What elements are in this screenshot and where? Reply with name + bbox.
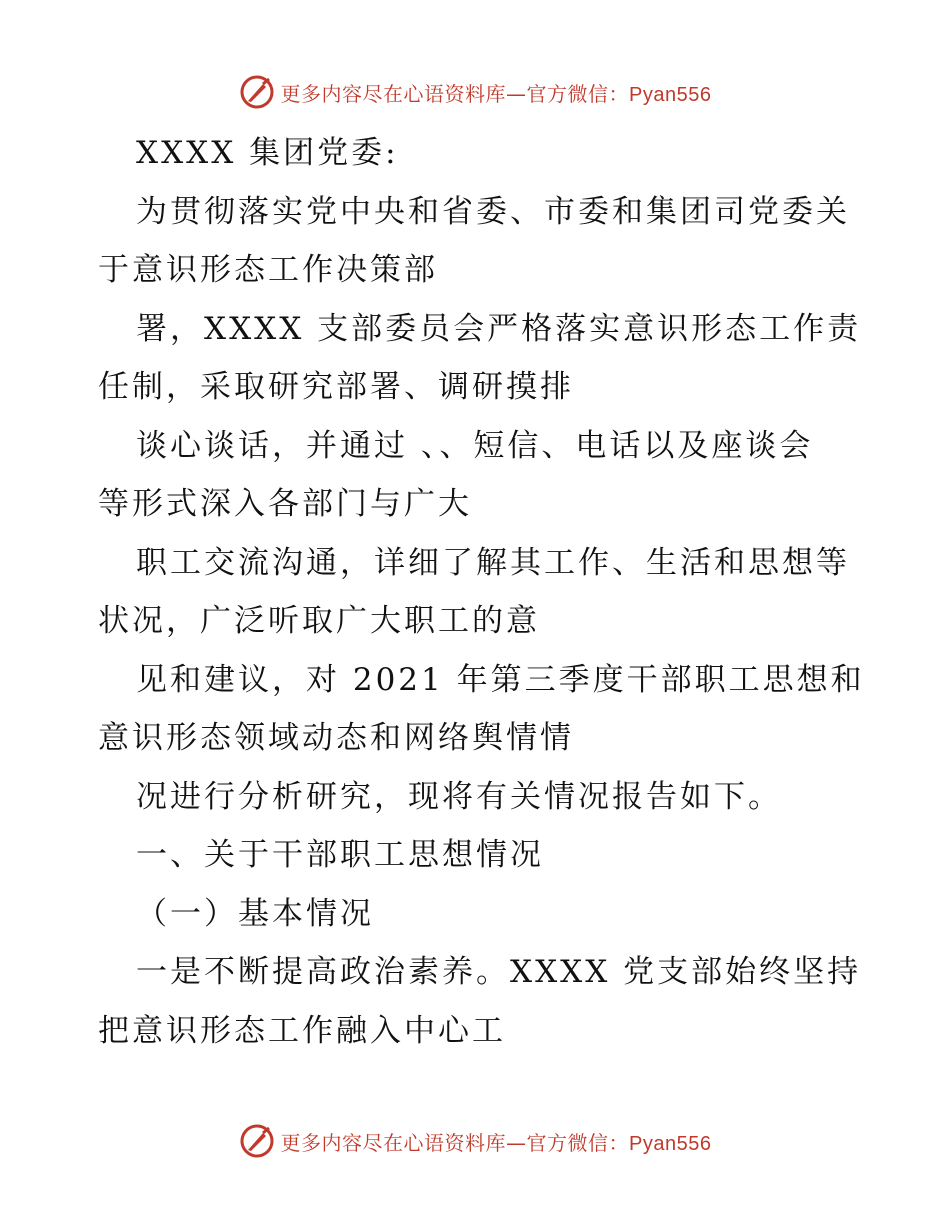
header-banner-separator: — [506, 81, 527, 106]
paragraph-line: 见和建议，对 2021 年第三季度干部职工思想和 [136, 661, 865, 698]
footer-banner-wechat: 官方微信：Pyan556 [526, 1132, 712, 1155]
paragraph-line: 况进行分析研究，现将有关情况报告如下。 [136, 778, 782, 815]
header-banner-title: 更多内容尽在心语资料库 [280, 81, 507, 106]
footer-banner-text [281, 1127, 712, 1156]
paragraph-line: 署，XXXX 支部委员会严格落实意识形态工作责 [136, 310, 862, 347]
paragraph-line: 一是不断提高政治素养。XXXX 党支部始终坚持 [136, 954, 862, 990]
header-banner-wechat: 官方微信：Pyan556 [526, 83, 712, 106]
header-banner [0, 72, 950, 112]
footer-banner-separator: — [506, 1130, 527, 1155]
document-body [98, 124, 865, 1060]
paragraph-line: 于意识形态工作决策部 [98, 252, 438, 288]
footer-banner [0, 1121, 950, 1161]
paragraph-line: 意识形态领域动态和网络舆情情 [98, 720, 574, 756]
quill-logo-icon [239, 1123, 275, 1159]
section-heading: 一、关于干部职工思想情况 [136, 837, 544, 873]
subsection-heading: （一）基本情况 [136, 895, 374, 932]
paragraph-line: 等形式深入各部门与广大 [98, 486, 472, 522]
paragraph-line: 任制，采取研究部署、调研摸排 [98, 369, 574, 405]
quill-logo-icon [239, 74, 275, 110]
paragraph-line: 把意识形态工作融入中心工 [98, 1012, 506, 1049]
paragraph-line: 谈心谈话，并通过 、、短信、电话以及座谈会 [136, 427, 814, 464]
header-banner-text [281, 78, 712, 107]
footer-banner-title: 更多内容尽在心语资料库 [280, 1130, 507, 1155]
paragraph-line: 职工交流沟通，详细了解其工作、生活和思想等 [136, 544, 850, 581]
paragraph-line: 为贯彻落实党中央和省委、市委和集团司党委关 [136, 193, 850, 230]
salutation-line: XXXX 集团党委: [136, 135, 399, 171]
paragraph-line: 状况，广泛听取广大职工的意 [98, 603, 540, 639]
